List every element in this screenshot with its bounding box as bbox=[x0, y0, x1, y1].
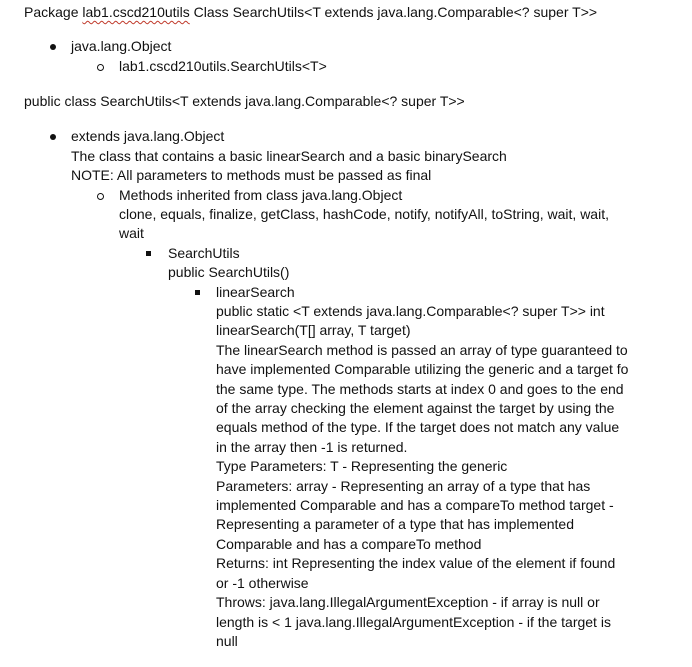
method-description-line: in the array then -1 is returned. bbox=[216, 439, 408, 455]
constructor-signature: public SearchUtils() bbox=[168, 264, 290, 280]
method-description-line: The linearSearch method is passed an array of type guaranteed to bbox=[216, 342, 628, 358]
bullet-disc-icon bbox=[50, 44, 56, 50]
package-name: lab1.cscd210utils bbox=[82, 4, 190, 20]
class-title: Class SearchUtils<T extends java.lang.Comparable<? super T>> bbox=[189, 4, 598, 20]
class-note: NOTE: All parameters to methods must be passed as final bbox=[71, 167, 432, 183]
throws-line: Throws: java.lang.IllegalArgumentException - if array is null or bbox=[216, 594, 600, 610]
bullet-circle-icon bbox=[97, 64, 104, 71]
method-description-line bbox=[216, 360, 628, 379]
method-signature-cont: linearSearch(T[] array, T target) bbox=[216, 322, 411, 338]
parameters-line: implemented Comparable and has a compareTo method target - bbox=[216, 497, 614, 513]
constructor-name: SearchUtils bbox=[168, 245, 240, 261]
inherited-methods: clone, equals, finalize, getClass, hashCode, notify, notifyAll, toString, wait, wait, bbox=[119, 206, 609, 222]
package-prefix: Package bbox=[24, 4, 83, 20]
parameters-line: Comparable and has a compareTo method bbox=[216, 536, 482, 552]
type-parameters: Type Parameters: T - Representing the generic bbox=[216, 458, 508, 474]
parameters-line: Parameters: array - Representing an array of a type that has bbox=[216, 478, 591, 494]
bullet-square-icon bbox=[195, 290, 200, 295]
throws-line: null bbox=[216, 633, 238, 649]
hierarchy-root: java.lang.Object bbox=[71, 38, 172, 54]
class-description: The class that contains a basic linearSearch and a basic binarySearch bbox=[71, 148, 507, 164]
returns-line: or -1 otherwise bbox=[216, 575, 309, 591]
hierarchy-child: lab1.cscd210utils.SearchUtils<T> bbox=[119, 58, 327, 74]
method-description-line: of the array checking the element against the target by using the bbox=[216, 400, 615, 416]
inherited-title: Methods inherited from class java.lang.Object bbox=[119, 187, 403, 203]
class-declaration: public class SearchUtils<T extends java.lang.Comparable<? super T>> bbox=[24, 93, 465, 109]
method-name: linearSearch bbox=[216, 284, 295, 300]
method-description-line: equals method of the type. If the target does not match any value bbox=[216, 419, 620, 435]
returns-line: Returns: int Representing the index value of the element if found bbox=[216, 555, 616, 571]
extends-line: extends java.lang.Object bbox=[71, 128, 225, 144]
parameters-line: Representing a parameter of a type that has implemented bbox=[216, 516, 574, 532]
throws-line: length is < 1 java.lang.IllegalArgumentException - if the target is bbox=[216, 614, 611, 630]
method-signature: public static <T extends java.lang.Comparable<? super T>> int bbox=[216, 303, 605, 319]
method-description-line: the same type. The methods starts at index 0 and goes to the end bbox=[216, 381, 624, 397]
package-header bbox=[24, 3, 597, 22]
bullet-square-icon bbox=[146, 251, 151, 256]
bullet-circle-icon bbox=[97, 193, 104, 200]
desc-text: have implemented Comparable utilizing the generic and a target fo bbox=[216, 361, 629, 377]
bullet-disc-icon bbox=[50, 134, 56, 140]
inherited-methods-cont: wait bbox=[119, 225, 144, 241]
